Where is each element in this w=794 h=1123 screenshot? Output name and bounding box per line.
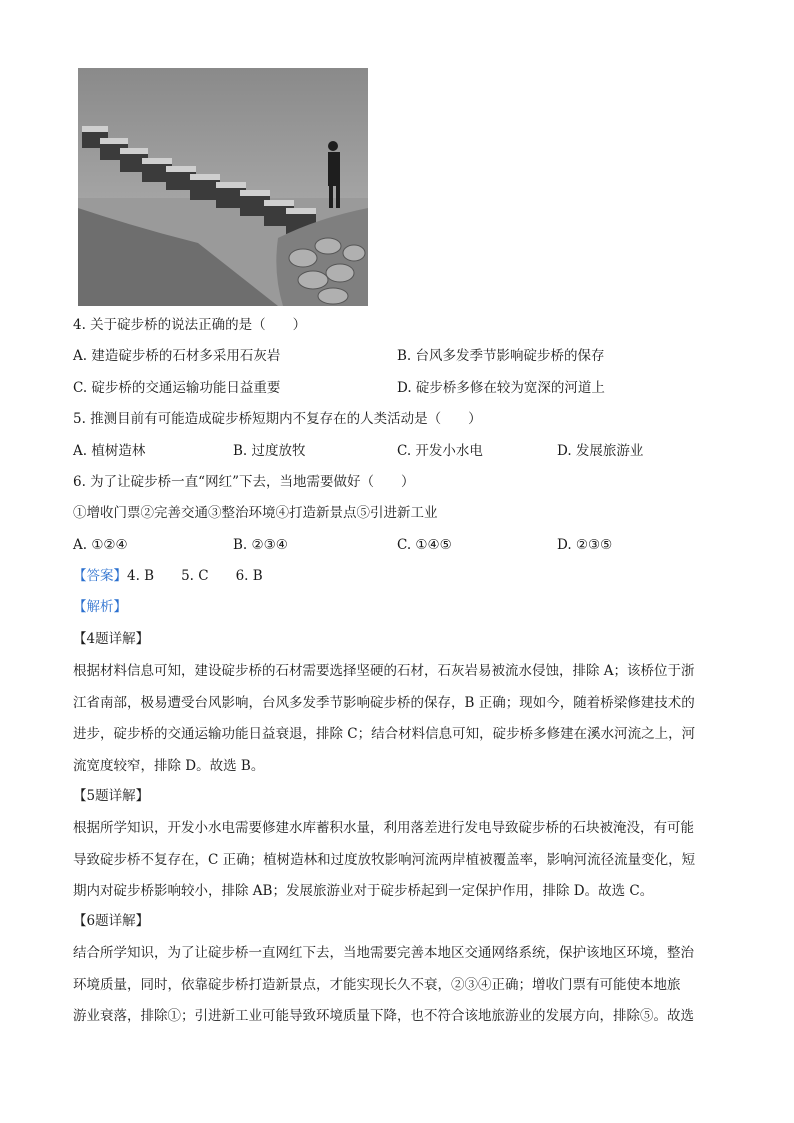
q4-option-d: D. 碇步桥多修在较为宽深的河道上	[397, 380, 605, 396]
q5-option-d: D. 发展旅游业	[557, 443, 644, 459]
q4-option-a: A. 建造碇步桥的石材多采用石灰岩	[73, 348, 281, 364]
detail-6-line: 游业衰落，排除①；引进新工业可能导致环境质量下降，也不符合该地旅游业的发展方向，排除⑤。故选	[73, 1008, 694, 1024]
detail-5-line: 根据所学知识，开发小水电需要修建水库蓄积水量，利用落差进行发电导致碇步桥的石块被淹没，有可能	[73, 820, 694, 836]
q5-option-b: B. 过度放牧	[233, 443, 306, 459]
question-4-stem: 4. 关于碇步桥的说法正确的是（ ）	[73, 317, 307, 333]
detail-4-line: 进步，碇步桥的交通运输功能日益衰退，排除 C；结合材料信息可知，碇步桥多修建在溪水河流之上，河	[73, 726, 696, 742]
detail-5-text	[73, 813, 723, 908]
q6-option-a: A. ①②④	[73, 537, 128, 553]
q5-option-c: C. 开发小水电	[397, 443, 483, 459]
q6-option-b: B. ②③④	[233, 537, 288, 553]
detail-6-line: 环境质量，同时，依靠碇步桥打造新景点，才能实现长久不衰，②③④正确；增收门票有可能使本地旅	[73, 976, 681, 993]
analysis-tag: 【解析】	[73, 599, 127, 615]
q4-option-b: B. 台风多发季节影响碇步桥的保存	[397, 348, 605, 364]
detail-5-line: 导致碇步桥不复存在，C 正确；植树造林和过度放牧影响河流两岸植被覆盖率，影响河流径流量变化，短	[73, 851, 696, 868]
detail-5-tag: 【5题详解】	[73, 788, 150, 804]
answer-tag: 【答案】	[73, 568, 127, 584]
detail-4-tag: 【4题详解】	[73, 631, 150, 647]
stepping-stone-bridge-photo	[78, 68, 368, 306]
detail-6-text	[73, 938, 723, 1033]
detail-6-tag: 【6题详解】	[73, 913, 150, 929]
question-5-stem: 5. 推测目前有可能造成碇步桥短期内不复存在的人类活动是（ ）	[73, 411, 482, 427]
q5-option-a: A. 植树造林	[73, 443, 146, 459]
detail-4-line: 根据材料信息可知，建设碇步桥的石材需要选择坚硬的石材，石灰岩易被流水侵蚀，排除 A；该桥位于浙	[73, 663, 695, 679]
q6-option-d: D. ②③⑤	[557, 537, 613, 553]
detail-4-text	[73, 656, 723, 782]
detail-4-line: 流宽度较窄，排除 D。故选 B。	[73, 757, 265, 774]
answer-text: 4. B 5. C 6. B	[127, 568, 263, 584]
question-6-stem: 6. 为了让碇步桥一直“网红”下去，当地需要做好（ ）	[73, 474, 415, 490]
q6-option-c: C. ①④⑤	[397, 537, 452, 553]
q4-option-c: C. 碇步桥的交通运输功能日益重要	[73, 380, 281, 396]
question-6-list: ①增收门票②完善交通③整治环境④打造新景点⑤引进新工业	[73, 505, 438, 521]
detail-5-line: 期内对碇步桥影响较小，排除 AB；发展旅游业对于碇步桥起到一定保护作用，排除 D。故选 C。	[73, 883, 654, 899]
detail-4-line: 江省南部，极易遭受台风影响，台风多发季节影响碇步桥的保存，B 正确；现如今，随着桥梁修建技术的	[73, 694, 695, 711]
detail-6-line: 结合所学知识，为了让碇步桥一直网红下去，当地需要完善本地区交通网络系统，保护该地区环境，整治	[73, 945, 694, 961]
answer-line	[73, 566, 263, 586]
